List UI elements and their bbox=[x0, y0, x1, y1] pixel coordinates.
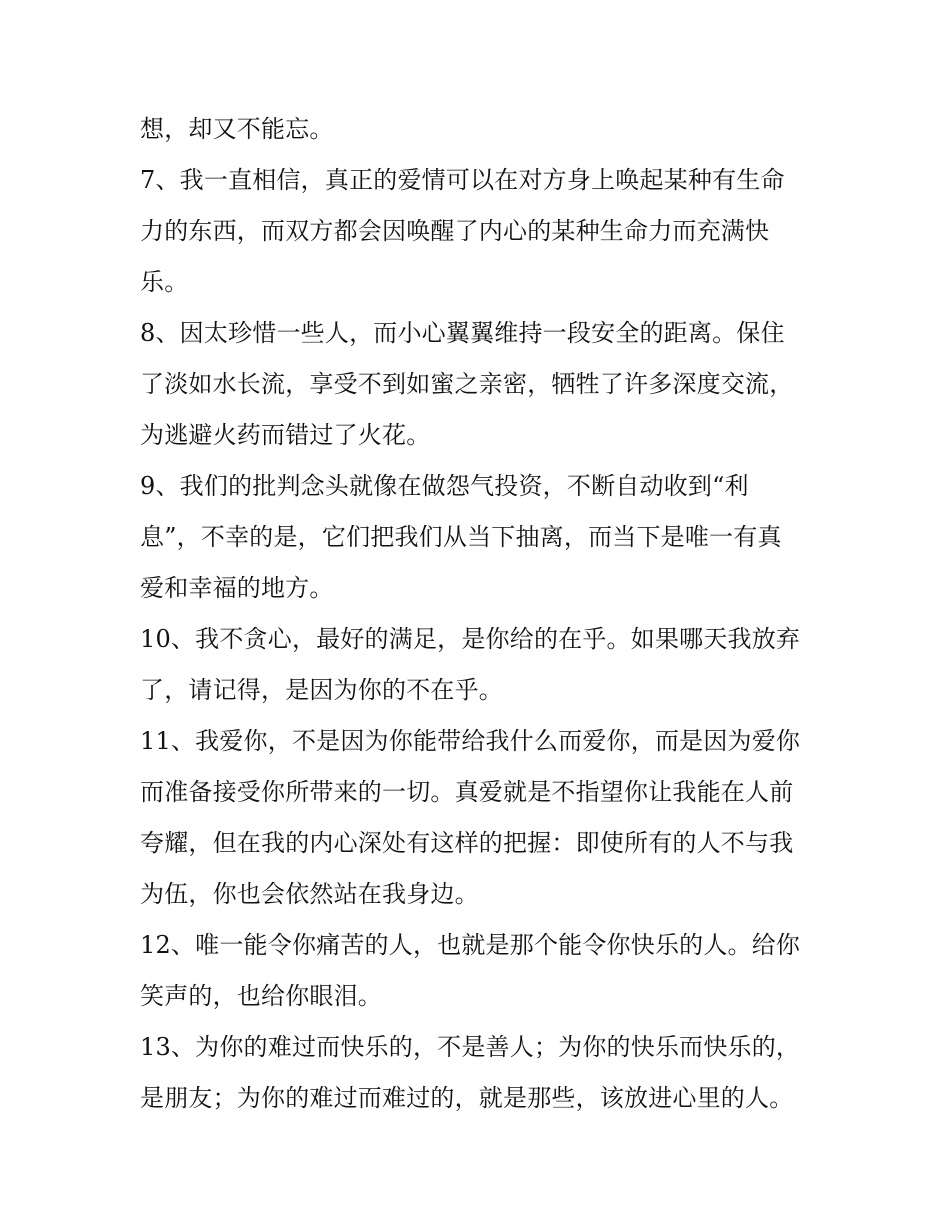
text-line: 为伍，你也会依然站在我身边。 bbox=[140, 880, 479, 908]
text-line: 爱和幸福的地方。 bbox=[140, 574, 334, 602]
text-line: 12、唯一能令你痛苦的人，也就是那个能令你快乐的人。给你 bbox=[140, 931, 801, 959]
text-line: 乐。 bbox=[140, 268, 189, 296]
text-line: 笑声的，也给你眼泪。 bbox=[140, 982, 382, 1010]
text-line: 10、我不贪心，最好的满足，是你给的在乎。如果哪天我放弃 bbox=[140, 625, 801, 653]
text-line: 9、我们的批判念头就像在做怨气投资，不断自动收到“利 bbox=[140, 472, 749, 500]
text-line: 了淡如水长流，享受不到如蜜之亲密，牺牲了许多深度交流， bbox=[140, 370, 794, 398]
text-line: 13、为你的难过而快乐的，不是善人；为你的快乐而快乐的， bbox=[140, 1033, 801, 1061]
text-line: 夸耀，但在我的内心深处有这样的把握：即使所有的人不与我 bbox=[140, 829, 794, 857]
text-line: 11、我爱你，不是因为你能带给我什么而爱你，而是因为爱你 bbox=[140, 727, 801, 755]
text-line: 是朋友；为你的难过而难过的，就是那些，该放进心里的人。 bbox=[140, 1084, 794, 1112]
text-line: 为逃避火药而错过了火花。 bbox=[140, 421, 431, 449]
text-line: 7、我一直相信，真正的爱情可以在对方身上唤起某种有生命 bbox=[140, 166, 785, 194]
text-line: 息”，不幸的是，它们把我们从当下抽离，而当下是唯一有真 bbox=[140, 523, 782, 551]
text-line: 了，请记得，是因为你的不在乎。 bbox=[140, 676, 503, 704]
document-body bbox=[140, 104, 830, 1124]
text-line: 力的东西，而双方都会因唤醒了内心的某种生命力而充满快 bbox=[140, 217, 770, 245]
text-line: 想，却又不能忘。 bbox=[140, 115, 334, 143]
text-line: 8、因太珍惜一些人，而小心翼翼维持一段安全的距离。保住 bbox=[140, 319, 785, 347]
text-line: 而准备接受你所带来的一切。真爱就是不指望你让我能在人前 bbox=[140, 778, 794, 806]
